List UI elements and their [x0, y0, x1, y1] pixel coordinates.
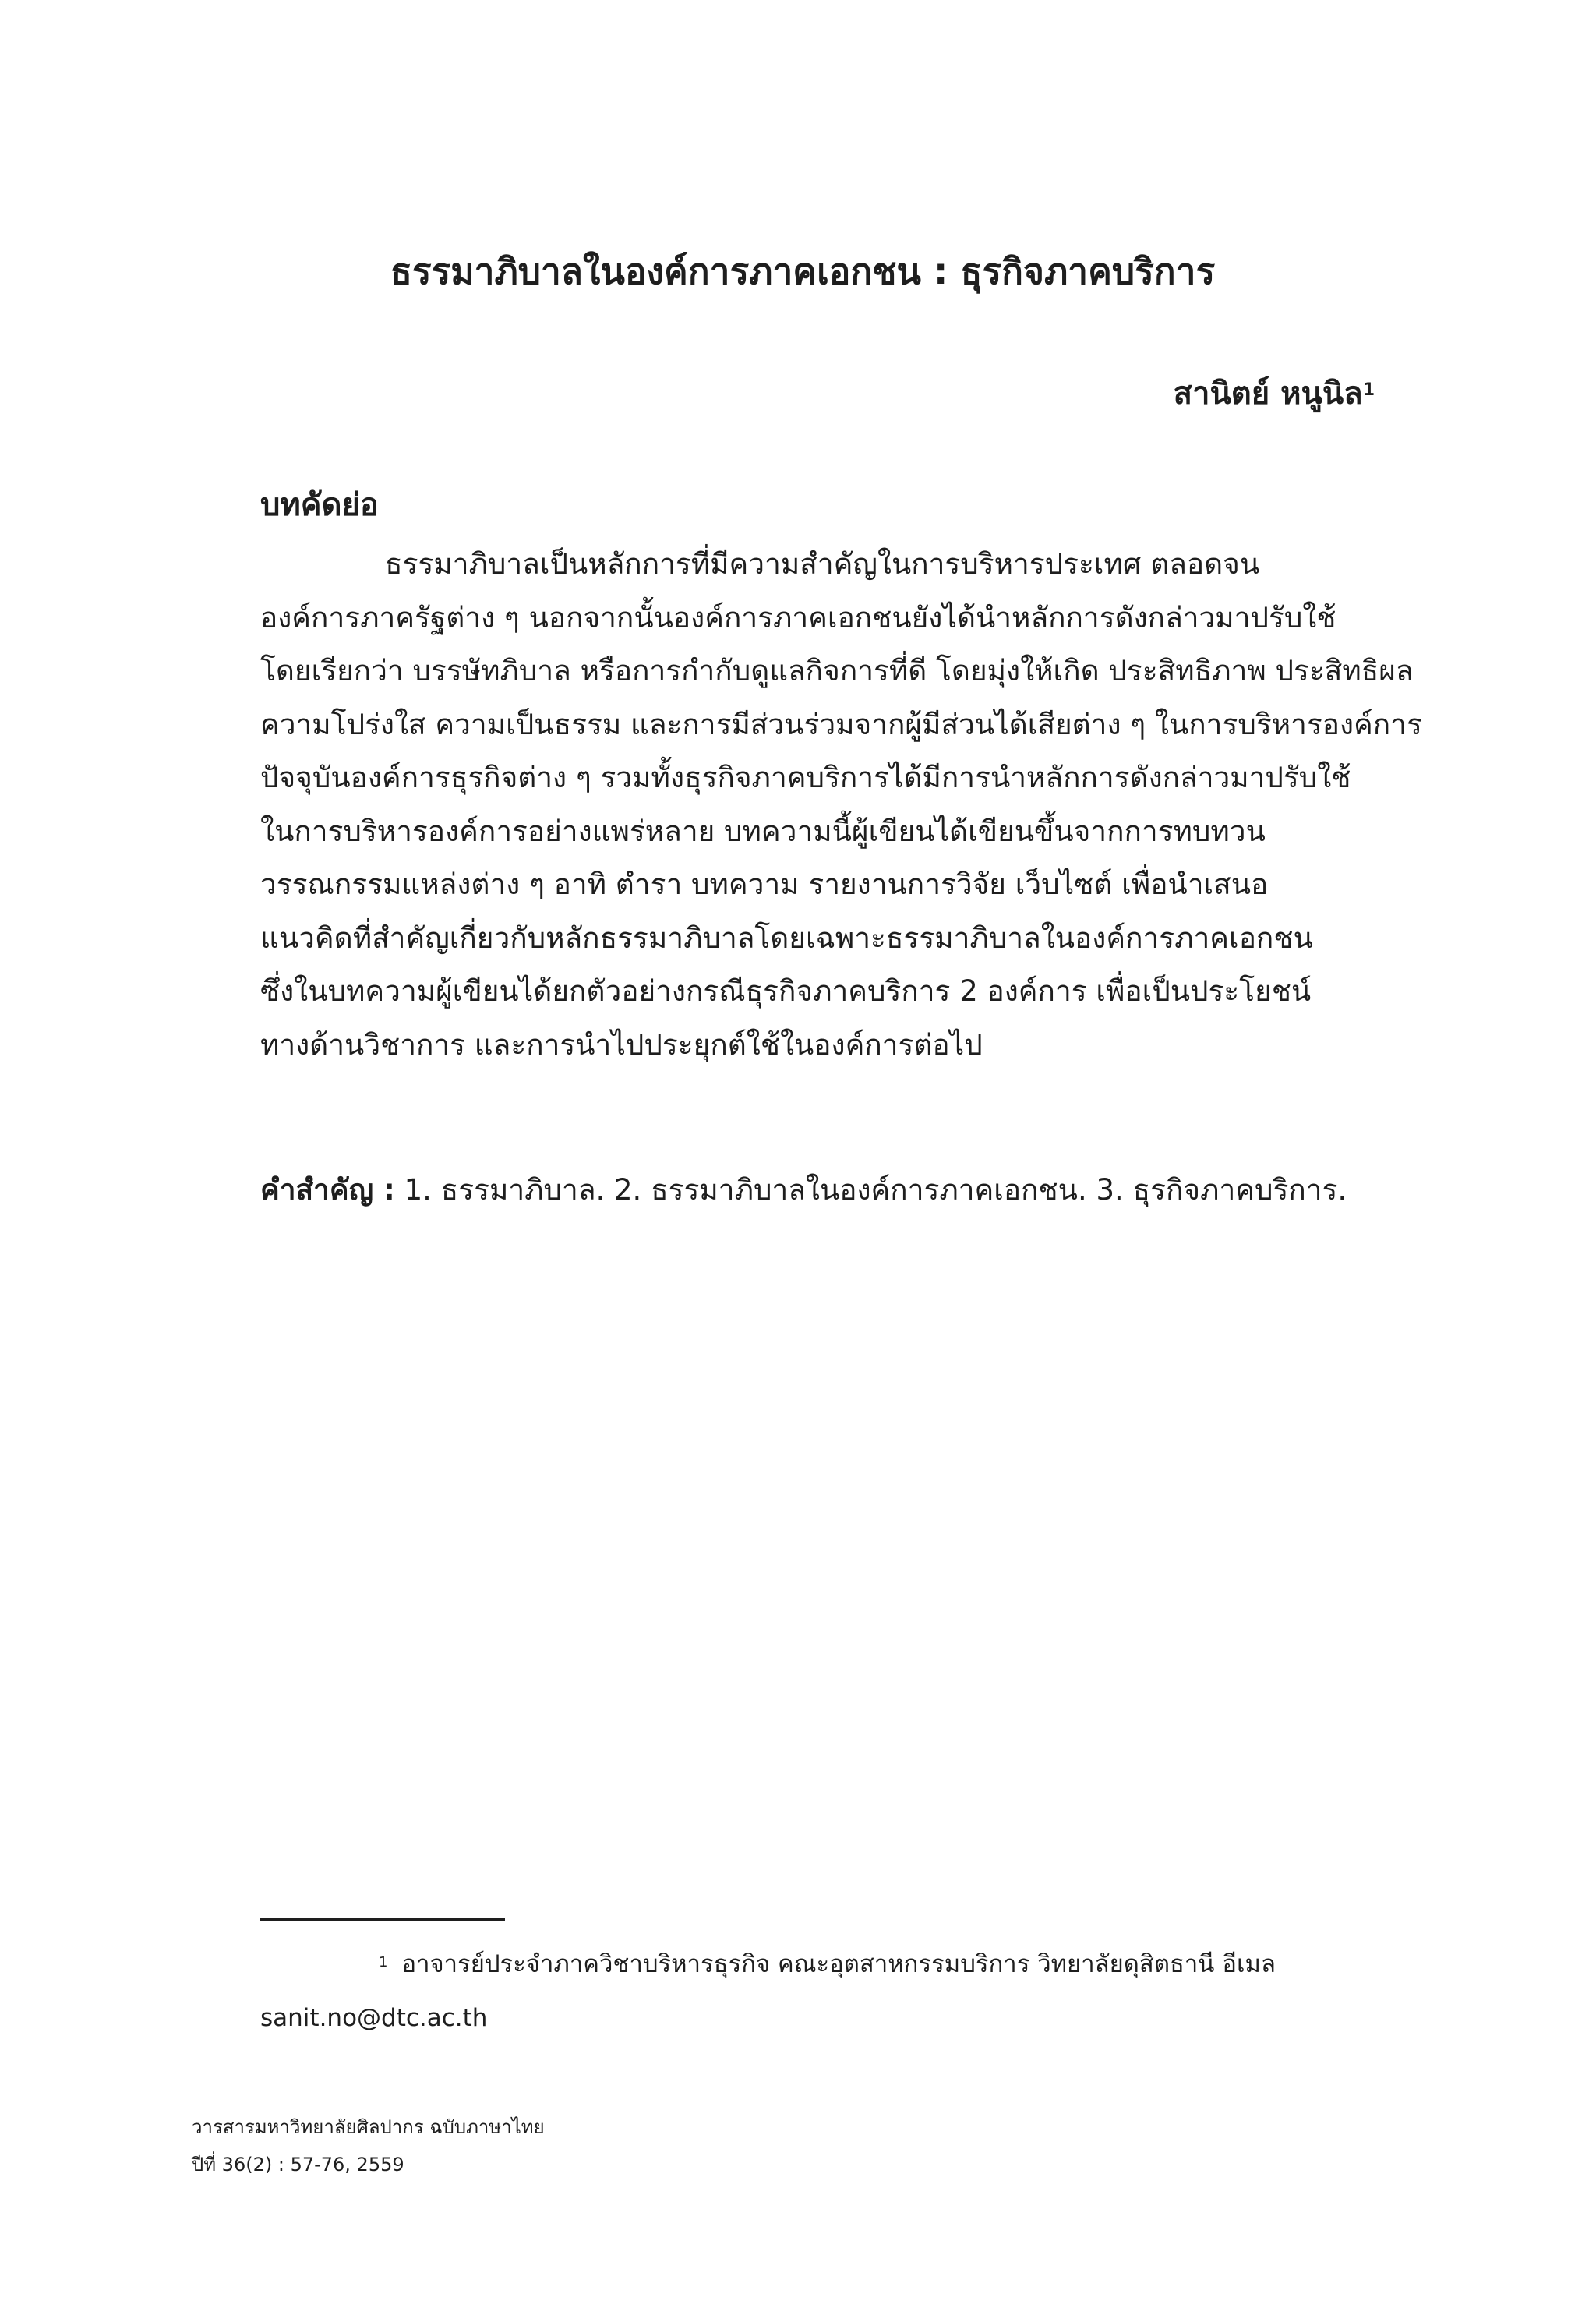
- abstract-line: ปัจจุบันองค์การธุรกิจต่าง ๆ รวมทั้งธุรกิจภาคบริการได้มีการนำหลักการดังกล่าวมาปรับใช้: [260, 761, 1351, 794]
- footnote: [379, 1947, 1375, 1981]
- author-name-text: สานิตย์ หนูนิล: [1173, 376, 1363, 412]
- abstract-line: ความโปร่งใส ความเป็นธรรม และการมีส่วนร่วมจากผู้มีส่วนได้เสียต่าง ๆ ในการบริหารองค์การ: [260, 707, 1422, 741]
- keywords-label: คำสำคัญ :: [260, 1173, 395, 1207]
- abstract-line: ซึ่งในบทความผู้เขียนได้ยกตัวอย่างกรณีธุรกิจภาคบริการ 2 องค์การ เพื่อเป็นประโยชน์: [260, 974, 1312, 1008]
- abstract-line: ในการบริหารองค์การอย่างแพร่หลาย บทความนี้ผู้เขียนได้เขียนขึ้นจากการทบทวน: [260, 814, 1266, 848]
- journal-issue: ปีที่ 36(2) : 57-76, 2559: [192, 2154, 404, 2175]
- abstract-line: ทางด้านวิชาการ และการนำไปประยุกต์ใช้ในองค์การต่อไป: [260, 1027, 983, 1062]
- keywords: [260, 1169, 1347, 1211]
- abstract-body: [260, 543, 1422, 1077]
- abstract-line: องค์การภาครัฐต่าง ๆ นอกจากนั้นองค์การภาคเอกชนยังได้นำหลักการดังกล่าวมาปรับใช้: [260, 600, 1336, 634]
- article-title: ธรรมาภิบาลในองค์การภาคเอกชน : ธุรกิจภาคบริการ: [390, 250, 1216, 292]
- journal-name: วารสารมหาวิทยาลัยศิลปากร ฉบับภาษาไทย: [192, 2116, 545, 2138]
- abstract-line: แนวคิดที่สำคัญเกี่ยวกับหลักธรรมาภิบาลโดยเฉพาะธรรมาภิบาลในองค์การภาคเอกชน: [260, 921, 1313, 955]
- footnote-mark: 1: [379, 1954, 388, 1970]
- author-name: [1174, 373, 1375, 415]
- keywords-text: 1. ธรรมาภิบาล. 2. ธรรมาภิบาลในองค์การภาคเอกชน. 3. ธุรกิจภาคบริการ.: [394, 1173, 1347, 1207]
- abstract-line: โดยเรียกว่า บรรษัทภิบาล หรือการกำกับดูแลกิจการที่ดี โดยมุ่งให้เกิด ประสิทธิภาพ ประสิทธิผล: [260, 654, 1414, 687]
- author-footnote-mark: 1: [1362, 380, 1375, 400]
- abstract-heading: บทคัดย่อ: [260, 487, 379, 523]
- footnote-text: อาจารย์ประจำภาควิชาบริหารธุรกิจ คณะอุตสาหกรรมบริการ วิทยาลัยดุสิตธานี อีเมล: [401, 1950, 1276, 1978]
- abstract-line: ธรรมาภิบาลเป็นหลักการที่มีความสำคัญในการบริหารประเทศ ตลอดจน: [385, 547, 1260, 581]
- abstract-line: วรรณกรรมแหล่งต่าง ๆ อาทิ ตำรา บทความ รายงานการวิจัย เว็บไซต์ เพื่อนำเสนอ: [260, 868, 1269, 901]
- footnote-email: sanit.no@dtc.ac.th: [260, 2004, 488, 2032]
- footnote-divider: [260, 1918, 505, 1921]
